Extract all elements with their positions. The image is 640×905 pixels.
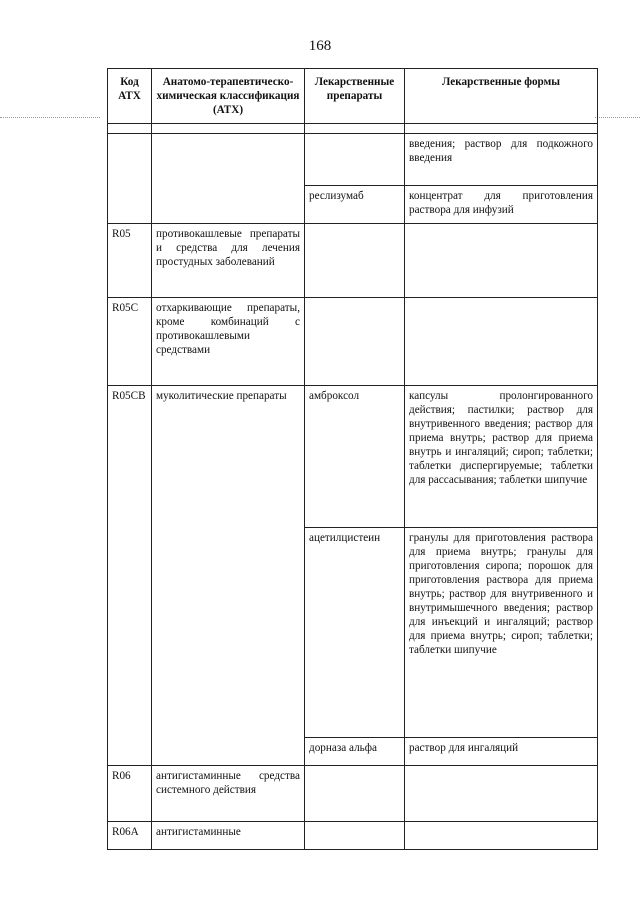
cell-classification: муколитические препараты bbox=[152, 386, 305, 766]
table-row bbox=[108, 134, 598, 186]
cell-drug bbox=[305, 766, 405, 822]
cell-code: R06 bbox=[108, 766, 152, 822]
cell-classification bbox=[152, 134, 305, 224]
table-row bbox=[108, 224, 598, 298]
cell-forms: введения; раствор для подкожного введения bbox=[405, 134, 598, 186]
header-row bbox=[108, 69, 598, 124]
cell-forms: капсулы пролонгированного действия; пастилки; раствор для внутривенного введения; раствор для приема внутрь; раствор для приема внутрь и ингаляций; сироп; таблетки; таблетки диспергируемые; таблетки для рассасывания; таблетки шипучие bbox=[405, 386, 598, 528]
header-code: Код АТХ bbox=[108, 69, 152, 124]
header-classification: Анатомо-терапевтическо-химическая классификация (АТХ) bbox=[152, 69, 305, 124]
cell-drug: амброксол bbox=[305, 386, 405, 528]
cell-drug: дорназа альфа bbox=[305, 738, 405, 766]
header-drugs: Лекарственные препараты bbox=[305, 69, 405, 124]
cell-forms: раствор для ингаляций bbox=[405, 738, 598, 766]
table-row bbox=[108, 766, 598, 822]
header-forms: Лекарственные формы bbox=[405, 69, 598, 124]
table-row bbox=[108, 822, 598, 850]
cell-code: R06A bbox=[108, 822, 152, 850]
cell-drug bbox=[305, 298, 405, 386]
cell-classification: антигистаминные bbox=[152, 822, 305, 850]
cell-forms: концентрат для приготовления раствора для инфузий bbox=[405, 186, 598, 224]
margin-mark-left bbox=[0, 117, 100, 119]
cell-drug bbox=[305, 822, 405, 850]
cell-drug: реслизумаб bbox=[305, 186, 405, 224]
cell-forms bbox=[405, 822, 598, 850]
cell-code: R05 bbox=[108, 224, 152, 298]
table-row bbox=[108, 386, 598, 528]
page-number: 168 bbox=[308, 38, 332, 54]
cell-classification: антигистаминные средства системного действия bbox=[152, 766, 305, 822]
cell-classification: отхаркивающие препараты, кроме комбинаций с противокашлевыми средствами bbox=[152, 298, 305, 386]
cell-drug bbox=[305, 134, 405, 186]
cell-code: R05C bbox=[108, 298, 152, 386]
cell-forms bbox=[405, 766, 598, 822]
cell-forms bbox=[405, 224, 598, 298]
margin-mark-right bbox=[595, 117, 640, 119]
table-row bbox=[108, 298, 598, 386]
cell-forms bbox=[405, 298, 598, 386]
cell-code bbox=[108, 134, 152, 224]
atc-table bbox=[107, 68, 598, 850]
cell-drug bbox=[305, 224, 405, 298]
cell-code: R05CB bbox=[108, 386, 152, 766]
cell-classification: противокашлевые препараты и средства для лечения простудных заболеваний bbox=[152, 224, 305, 298]
cell-forms: гранулы для приготовления раствора для приема внутрь; гранулы для приготовления сиропа; порошок для приготовления раствора для приема внутрь; раствор для внутривенного и внутримышечного введения; раствор для инъекций и ингаляций; раствор для приема внутрь; сироп; таблетки; таблетки шипучие bbox=[405, 528, 598, 738]
cell-drug: ацетилцистеин bbox=[305, 528, 405, 738]
spacer-row bbox=[108, 124, 598, 134]
